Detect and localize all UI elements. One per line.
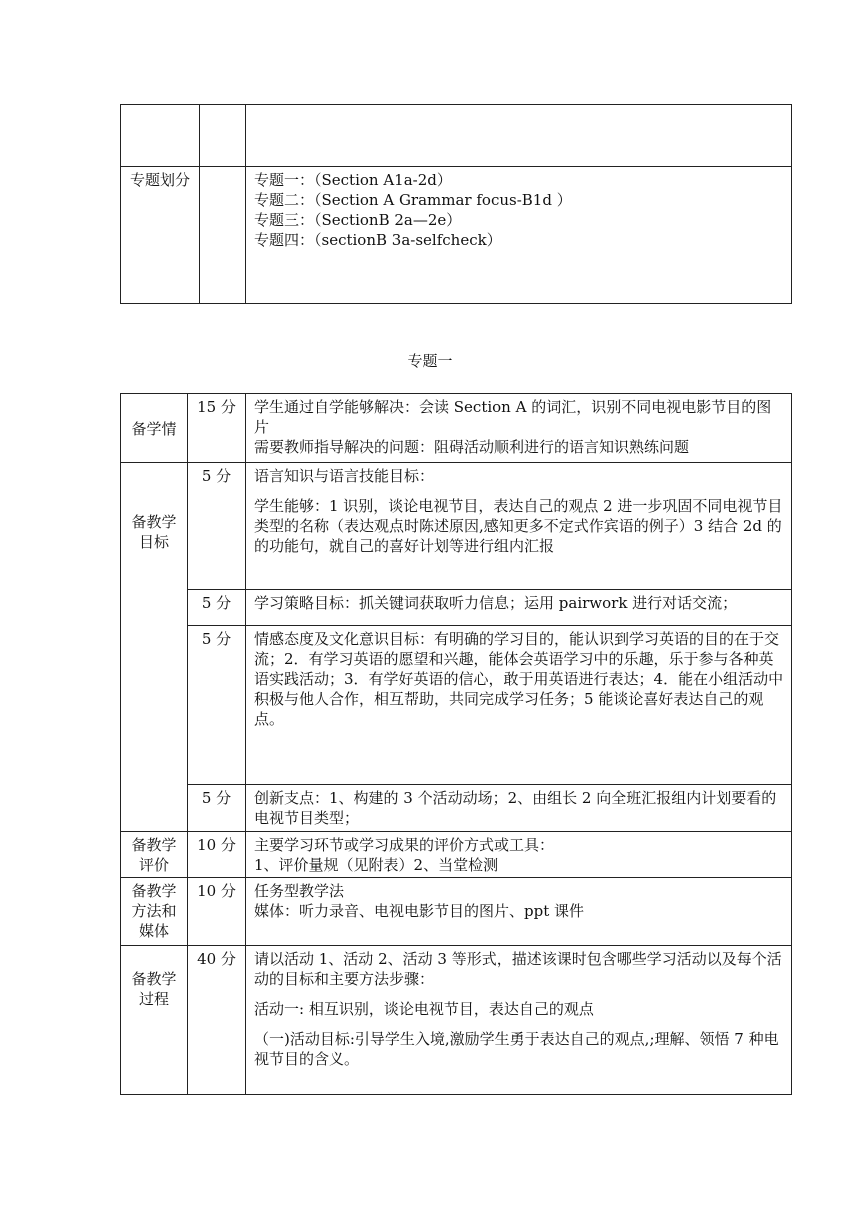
content-cell bbox=[246, 590, 792, 626]
content-cell bbox=[246, 394, 792, 463]
content-line: 需要教师指导解决的问题：阻碍活动顺利进行的语言知识熟练问题 bbox=[254, 438, 690, 456]
time-cell: 40 分 bbox=[188, 946, 246, 1095]
content-line: 任务型教学法 bbox=[254, 882, 345, 900]
blank-cell bbox=[200, 167, 246, 304]
time-cell: 5 分 bbox=[188, 590, 246, 626]
topic-item: 专题二：（Section A Grammar focus-B1d ） bbox=[254, 191, 572, 209]
topic-item: 专题三：（SectionB 2a—2e） bbox=[254, 211, 462, 229]
table-row bbox=[121, 394, 792, 463]
content-line: 媒体：听力录音、电视电影节目的图片、ppt 课件 bbox=[254, 902, 585, 920]
topic-item: 专题四：（sectionB 3a-selfcheck） bbox=[254, 231, 502, 249]
topic-item: 专题一：（Section A1a-2d） bbox=[254, 171, 452, 189]
blank-cell bbox=[121, 105, 200, 167]
content-cell bbox=[246, 832, 792, 878]
table-row bbox=[121, 832, 792, 878]
time-cell: 10 分 bbox=[188, 878, 246, 946]
table-row bbox=[121, 878, 792, 946]
blank-cell bbox=[200, 105, 246, 167]
row-label: 备学情 bbox=[121, 394, 188, 463]
content-cell bbox=[246, 878, 792, 946]
content-line: 请以活动 1、活动 2、活动 3 等形式，描述该课时包含哪些学习活动以及每个活动的目标和主要方法步骤： bbox=[254, 950, 782, 988]
time-cell: 5 分 bbox=[188, 785, 246, 832]
table-row bbox=[121, 626, 792, 785]
content-cell bbox=[246, 626, 792, 785]
content-line: 学生能够：1 识别，谈论电视节目，表达自己的观点 2 进一步巩固不同电视节目类型的名称（表达观点时陈述原因,感知更多不定式作宾语的例子）3 结合 2d 的的功能句，就自己的喜好计划等进行组内汇报 bbox=[254, 497, 783, 555]
table-row bbox=[121, 946, 792, 1095]
time-cell: 5 分 bbox=[188, 463, 246, 590]
row-label: 备教学评价 bbox=[121, 832, 188, 878]
blank-cell bbox=[246, 105, 792, 167]
section-title: 专题一 bbox=[407, 352, 453, 370]
content-line: 主要学习环节或学习成果的评价方式或工具： bbox=[254, 836, 555, 854]
row-label bbox=[121, 463, 188, 832]
blank-row bbox=[121, 105, 792, 167]
content-line: 1、评价量规（见附表）2、当堂检测 bbox=[254, 856, 499, 874]
row-label-text: 备教学过程 bbox=[131, 970, 177, 1008]
table-row bbox=[121, 785, 792, 832]
topic-division-label: 专题划分 bbox=[121, 167, 200, 304]
time-cell: 15 分 bbox=[188, 394, 246, 463]
time-cell: 10 分 bbox=[188, 832, 246, 878]
time-cell: 5 分 bbox=[188, 626, 246, 785]
content-line: 语言知识与语言技能目标： bbox=[254, 467, 435, 485]
content-line: （一)活动目标:引导学生入境,激励学生勇于表达自己的观点,;理解、领悟 7 种电视节目的含义。 bbox=[254, 1030, 779, 1068]
content-cell bbox=[246, 785, 792, 832]
lesson-plan-table bbox=[120, 393, 792, 1095]
content-line: 情感态度及文化意识目标：有明确的学习目的，能认识到学习英语的目的在于交流；2．有学习英语的愿望和兴趣，能体会英语学习中的乐趣，乐于参与各种英语实践活动；3．有学好英语的信心，敢于用英语进行表达；4．能在小组活动中积极与他人合作，相互帮助，共同完成学习任务；5 能谈论喜好表达自己的观点。 bbox=[254, 630, 784, 728]
topic-division-row bbox=[121, 167, 792, 304]
content-cell bbox=[246, 463, 792, 590]
row-label: 备教学方法和媒体 bbox=[121, 878, 188, 946]
top-table bbox=[120, 104, 792, 304]
content-line: 活动一: 相互识别，谈论电视节目，表达自己的观点 bbox=[254, 1000, 594, 1018]
row-label bbox=[121, 946, 188, 1095]
table-row bbox=[121, 590, 792, 626]
content-cell bbox=[246, 946, 792, 1095]
content-line: 学习策略目标：抓关键词获取听力信息；运用 pairwork 进行对话交流； bbox=[254, 594, 738, 612]
row-label-text: 备教学目标 bbox=[131, 513, 177, 551]
content-line: 学生通过自学能够解决：会读 Section A 的词汇，识别不同电视电影节目的图片 bbox=[254, 398, 772, 436]
topic-division-list bbox=[246, 167, 792, 304]
content-line: 创新支点：1、构建的 3 个活动动场；2、由组长 2 向全班汇报组内计划要看的电视节目类型； bbox=[254, 789, 777, 827]
table-row bbox=[121, 463, 792, 590]
